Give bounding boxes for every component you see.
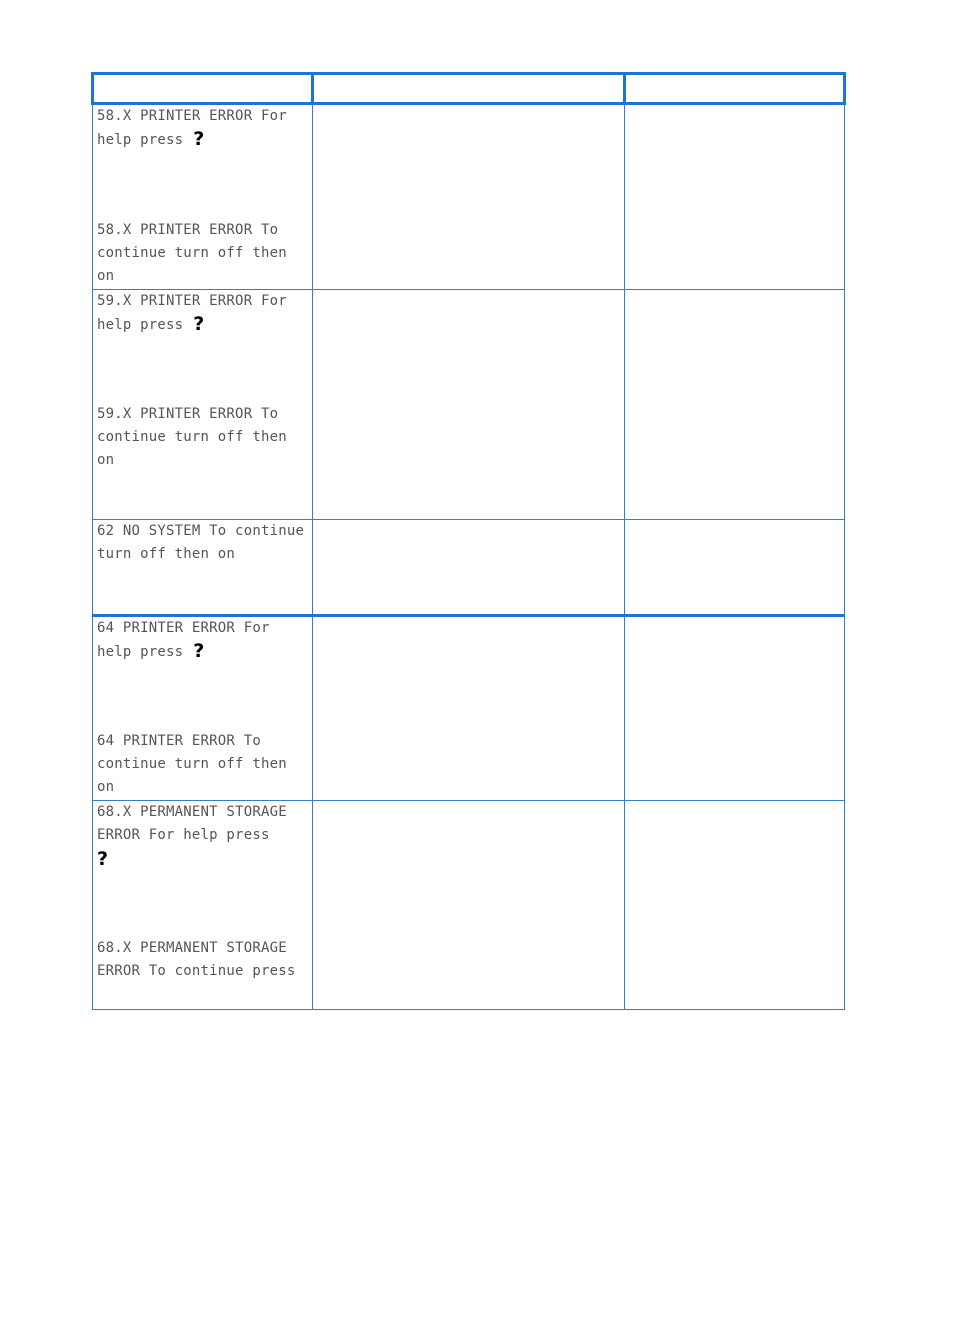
message-cell [93, 520, 313, 616]
action-cell [625, 104, 845, 290]
header-cell-action [625, 74, 845, 104]
continue-message: 64 PRINTER ERROR To continue turn off then on [97, 733, 287, 795]
message-cell [93, 616, 313, 801]
table-row [93, 616, 845, 801]
question-mark-icon: ? [97, 848, 109, 870]
continue-message: 59.X PRINTER ERROR To continue turn off then on [97, 406, 287, 468]
table-row [93, 801, 845, 1010]
action-cell [625, 290, 845, 520]
description-cell [313, 290, 625, 520]
action-cell [625, 616, 845, 801]
table-row [93, 104, 845, 290]
description-cell [313, 520, 625, 616]
table-row [93, 520, 845, 616]
question-mark-icon: ? [193, 313, 205, 335]
continue-message: 58.X PRINTER ERROR To continue turn off then on [97, 222, 287, 284]
table-header-row [93, 74, 845, 104]
message-cell [93, 290, 313, 520]
description-cell [313, 616, 625, 801]
header-cell-message [93, 74, 313, 104]
message-cell [93, 104, 313, 290]
message-cell [93, 801, 313, 1010]
help-message: 59.X PRINTER ERROR For help press ? [97, 293, 287, 335]
help-message: 68.X PERMANENT STORAGE ERROR For help press ? [97, 801, 308, 871]
header-cell-description [313, 74, 625, 104]
table-row [93, 290, 845, 520]
help-message: 64 PRINTER ERROR For help press ? [97, 620, 270, 662]
description-cell [313, 104, 625, 290]
question-mark-icon: ? [193, 128, 205, 150]
help-message: 58.X PRINTER ERROR For help press ? [97, 108, 287, 150]
question-mark-icon: ? [193, 640, 205, 662]
description-cell [313, 801, 625, 1010]
action-cell [625, 801, 845, 1010]
continue-message: 62 NO SYSTEM To continue turn off then on [97, 523, 305, 562]
action-cell [625, 520, 845, 616]
continue-message: 68.X PERMANENT STORAGE ERROR To continue press [97, 940, 296, 979]
error-message-table [91, 72, 846, 1010]
